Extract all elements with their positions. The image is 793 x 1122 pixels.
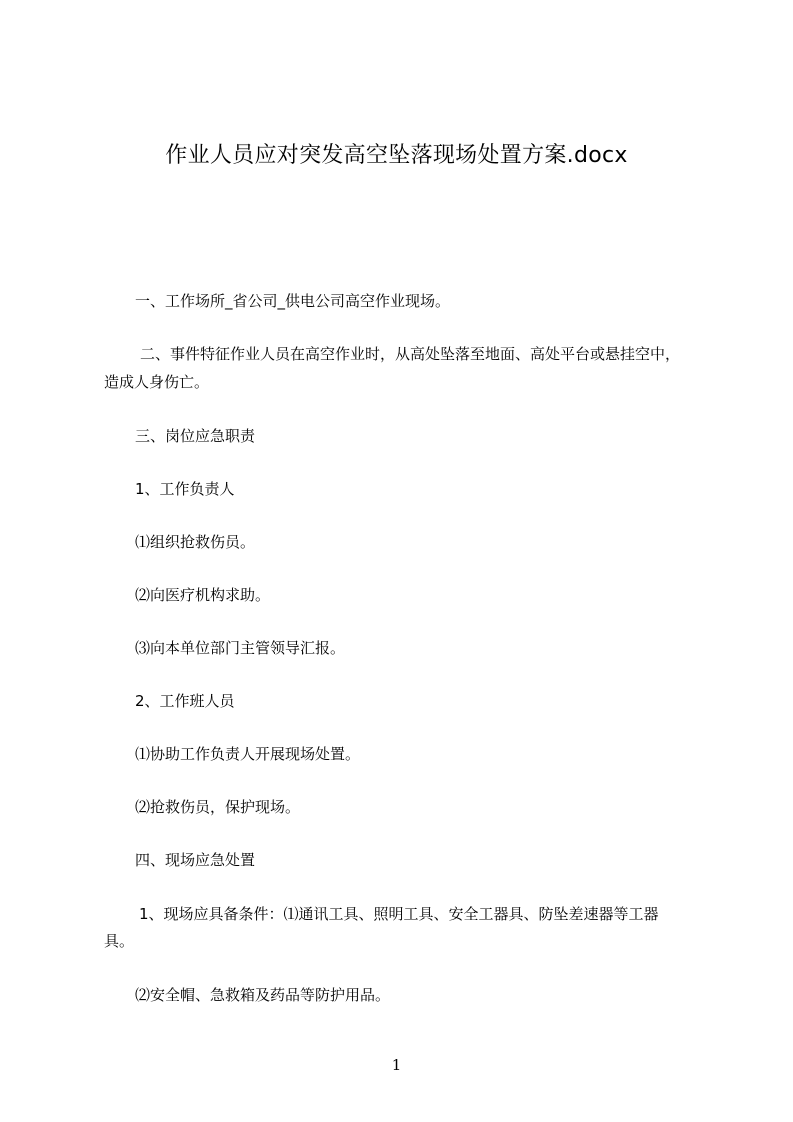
heading-post-emergency-duties: 三、岗位应急职责 — [135, 427, 256, 445]
paragraph-onsite-conditions: 1、现场应具备条件：⑴通讯工具、照明工具、安全工器具、防坠差速器等工器 — [139, 905, 659, 923]
list-item-seek-medical-help: ⑵向医疗机构求助。 — [135, 586, 271, 604]
document-title: 作业人员应对突发高空坠落现场处置方案.docx — [165, 143, 628, 168]
paragraph-onsite-conditions-continued: 具。 — [104, 932, 135, 950]
paragraph-workplace: 一、工作场所_省公司_供电公司高空作业现场。 — [135, 292, 451, 310]
subheading-work-team: 2、工作班人员 — [135, 692, 235, 710]
subheading-work-leader: 1、工作负责人 — [135, 480, 235, 498]
list-item-assist-leader: ⑴协助工作负责人开展现场处置。 — [135, 745, 361, 763]
list-item-report-to-leader: ⑶向本单位部门主管领导汇报。 — [135, 639, 346, 657]
list-item-protective-equipment: ⑵安全帽、急救箱及药品等防护用品。 — [135, 986, 391, 1004]
paragraph-event-features: 二、事件特征作业人员在高空作业时，从高处坠落至地面、高处平台或悬挂空中， — [140, 345, 681, 363]
paragraph-event-features-continued: 造成人身伤亡。 — [104, 373, 210, 391]
heading-onsite-emergency-response: 四、现场应急处置 — [135, 851, 256, 869]
list-item-rescue-protect-scene: ⑵抢救伤员，保护现场。 — [135, 798, 301, 816]
list-item-organize-rescue: ⑴组织抢救伤员。 — [135, 533, 256, 551]
page-number: 1 — [391, 1056, 402, 1074]
